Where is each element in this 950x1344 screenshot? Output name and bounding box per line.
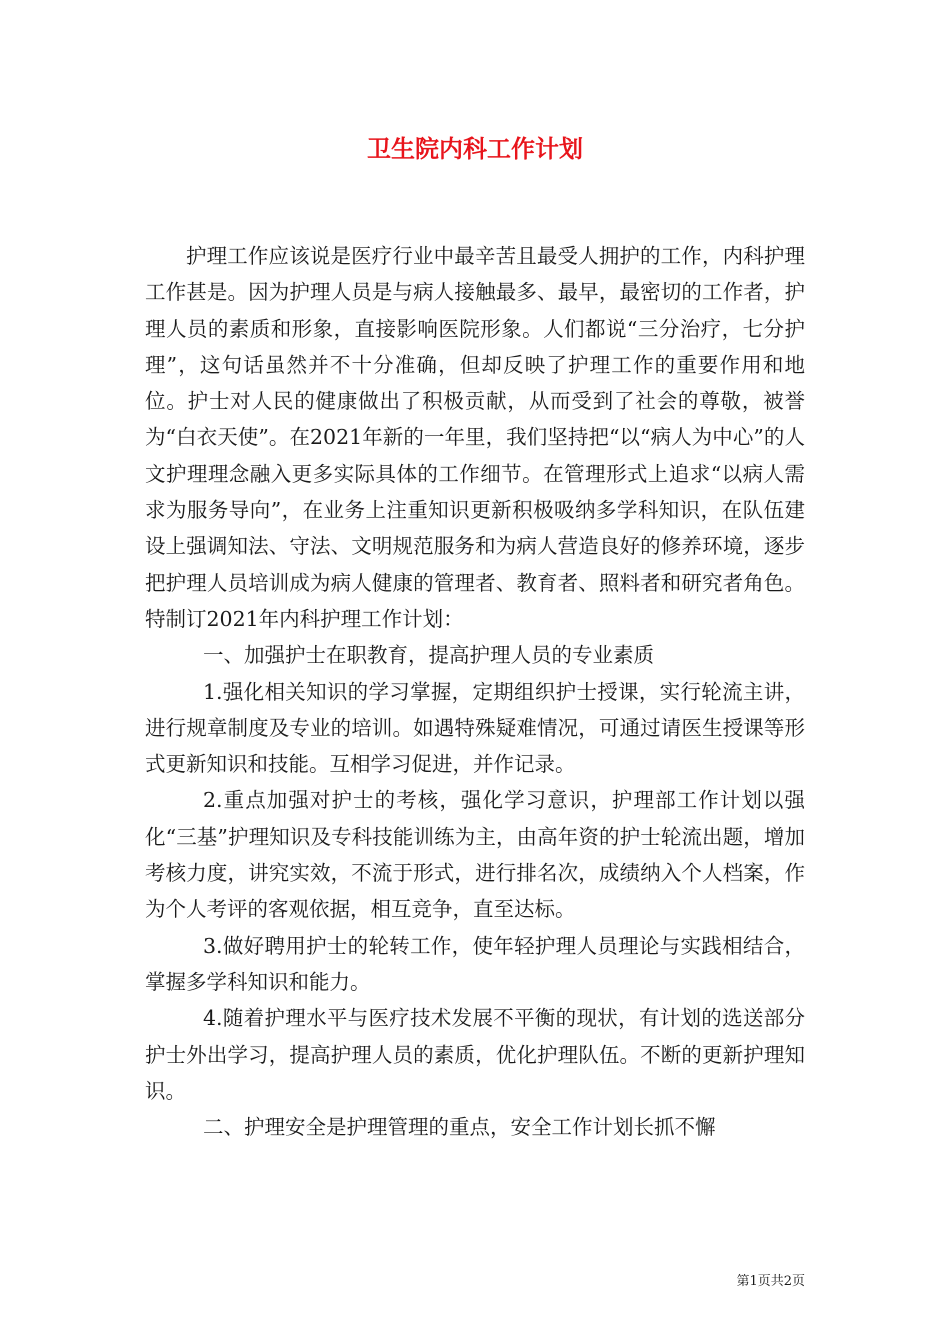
list-item-1: 1.强化相关知识的学习掌握，定期组织护士授课，实行轮流主讲，进行规章制度及专业的培训。如遇特殊疑难情况，可通过请医生授课等形式更新知识和技能。互相学习促进，并作记录。 (145, 679, 805, 777)
list-item-2: 2.重点加强对护士的考核，强化学习意识，护理部工作计划以强化“三基”护理知识及专科技能训练为主，由高年资的护士轮流出题，增加考核力度，讲究实效，不流于形式，进行排名次，成绩纳入个人档案，作为个人考评的客观依据，相互竞争，直至达标。 (145, 788, 805, 922)
document-title: 卫生院内科工作计划 (367, 134, 583, 163)
section-heading-1: 一、加强护士在职教育，提高护理人员的专业素质 (203, 643, 654, 668)
list-item-3: 3.做好聘用护士的轮转工作，使年轻护理人员理论与实践相结合，掌握多学科知识和能力。 (145, 933, 805, 994)
list-item-4: 4.随着护理水平与医疗技术发展不平衡的现状，有计划的选送部分护士外出学习，提高护理人员的素质，优化护理队伍。不断的更新护理知识。 (145, 1006, 805, 1103)
section-heading-2: 二、护理安全是护理管理的重点，安全工作计划长抓不懈 (203, 1115, 716, 1140)
page-number: 第1页共2页 (736, 1274, 805, 1289)
document-body (145, 238, 805, 1145)
intro-paragraph: 护理工作应该说是医疗行业中最辛苦且最受人拥护的工作，内科护理工作甚是。因为护理人员是与病人接触最多、最早，最密切的工作者，护理人员的素质和形象，直接影响医院形象。人们都说“三分治疗，七分护理”，这句话虽然并不十分准确，但却反映了护理工作的重要作用和地位。护士对人民的健康做出了积极贡献，从而受到了社会的尊敬，被誉为“白衣天使”。在2021年新的一年里，我们坚持把“以“病人为中心”的人文护理理念融入更多实际具体的工作细节。在管理形式上追求“以病人需求为服务导向”，在业务上注重知识更新积极吸纳多学科知识，在队伍建设上强调知法、守法、文明规范服务和为病人营造良好的修养环境，逐步把护理人员培训成为病人健康的管理者、教育者、照料者和研究者角色。特制订2021年内科护理工作计划： (145, 244, 805, 631)
